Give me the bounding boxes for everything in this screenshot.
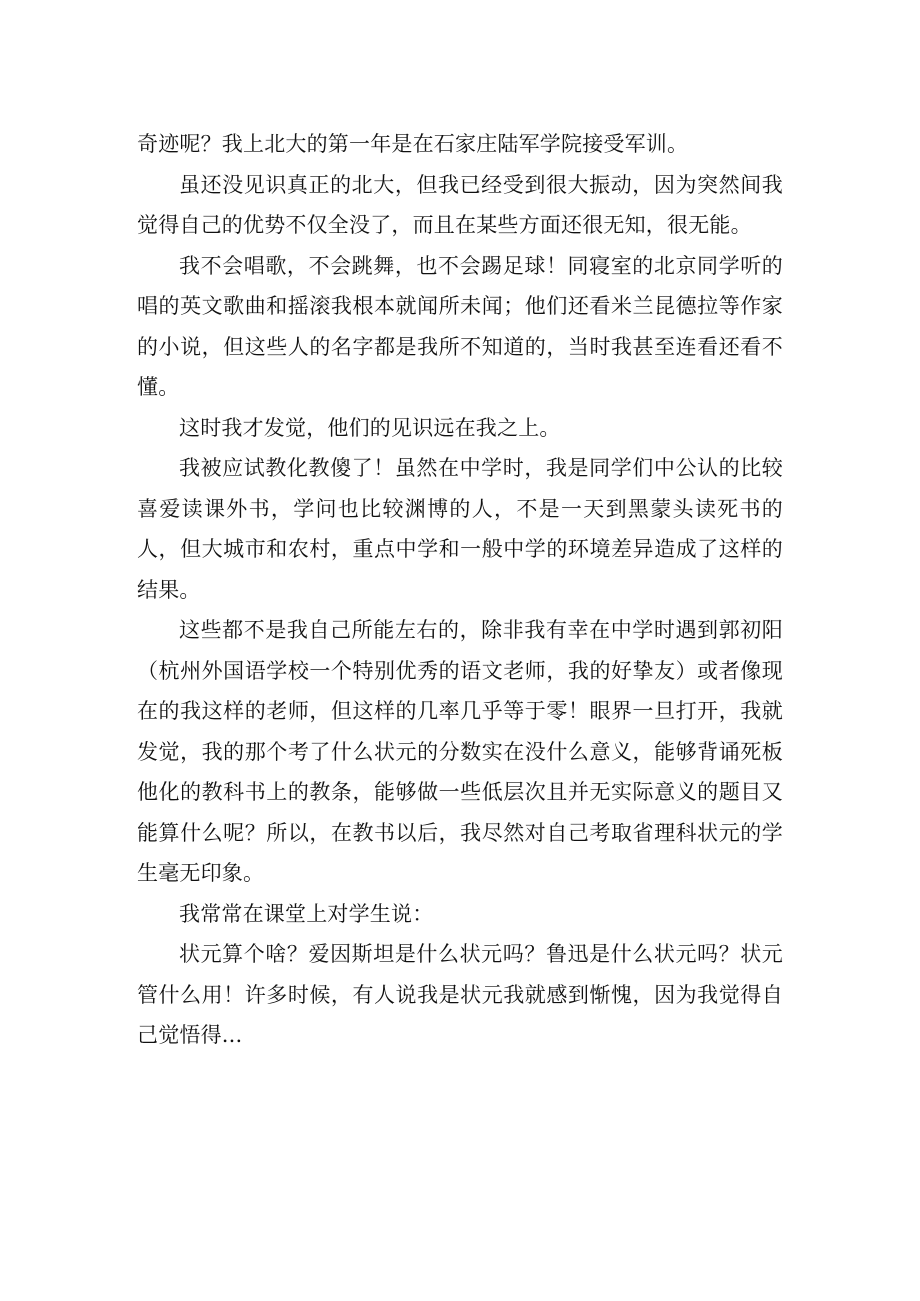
paragraph-8: 状元算个啥？爱因斯坦是什么状元吗？鲁迅是什么状元吗？状元管什么用！许多时候，有人说我是状元我就感到惭愧，因为我觉得自己觉悟得... <box>137 942 783 1047</box>
paragraph-3: 我不会唱歌，不会跳舞，也不会踢足球！同寝室的北京同学听的唱的英文歌曲和摇滚我根本就闻所未闻；他们还看米兰昆德拉等作家的小说，但这些人的名字都是我所不知道的，当时我甚至连看还看不懂。 <box>137 253 783 399</box>
paragraph-7: 我常常在课堂上对学生说： <box>179 901 434 926</box>
paragraph-2: 虽还没见识真正的北大，但我已经受到很大振动，因为突然间我觉得自己的优势不仅全没了，而且在某些方面还很无知，很无能。 <box>137 172 783 237</box>
paragraph-6: 这些都不是我自己所能左右的，除非我有幸在中学时遇到郭初阳（杭州外国语学校一个特别优秀的语文老师，我的好挚友）或者像现在的我这样的老师，但这样的几率几乎等于零！眼界一旦打开，我就发觉，我的那个考了什么状元的分数实在没什么意义，能够背诵死板他化的教科书上的教条，能够做一些低层次且并无实际意义的题目又能算什么呢？所以，在教书以后，我尽然对自己考取省理科状元的学生毫无印象。 <box>137 618 783 885</box>
paragraph-4: 这时我才发觉，他们的见识远在我之上。 <box>179 415 561 440</box>
paragraph-5: 我被应试教化教傻了！虽然在中学时，我是同学们中公认的比较喜爱读课外书，学问也比较渊博的人，不是一天到黑蒙头读死书的人，但大城市和农村，重点中学和一般中学的环境差异造成了这样的结果。 <box>137 456 783 602</box>
body-text <box>137 124 783 1056</box>
paragraph-1: 奇迹呢？我上北大的第一年是在石家庄陆军学院接受军训。 <box>137 132 689 156</box>
